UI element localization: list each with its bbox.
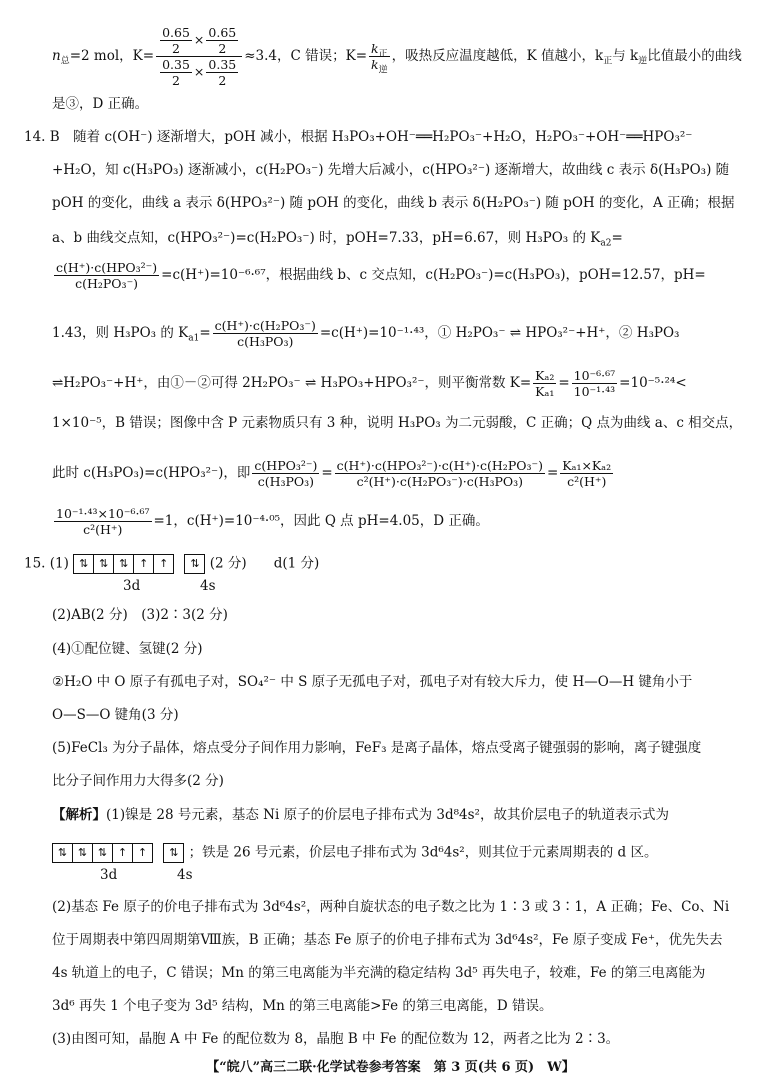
orbital-cell: ⇅	[190, 557, 200, 570]
line-2: 是③，D 正确。	[52, 96, 149, 112]
q15-line-2: (2)AB(2 分) (3)2∶3(2 分)	[52, 607, 228, 623]
n-subscript: 总	[60, 56, 70, 67]
q14-line-10: $\frac{\text{10⁻¹·⁴³×10⁻⁶·⁶⁷}}{\text{c²(H⁺)}}$ =1，c(H⁺)=10⁻⁴·⁰⁵，因此 Q 点 pH=4.05，D 正确。	[56, 506, 489, 537]
q14-line-4: a、b 曲线交点知，c(HPO₃²⁻)=c(H₂PO₃⁻) 时，pOH=7.33，pH=6.67，则 H₃PO₃ 的 $K_{a2}=$	[52, 230, 623, 249]
q15-line-7: 比分子间作用力大得多(2 分)	[52, 773, 224, 789]
analysis-line-3: (2)基态 Fe 原子的价电子排布式为 3d⁶4s²，两种自旋状态的电子数之比为 1∶3 或 3∶1，A 正确；Fe、Co、Ni	[52, 899, 730, 915]
q14-line-7: ⇌H₂PO₃⁻+H⁺，由①－②可得 2H₂PO₃⁻ ⇌ H₃PO₃+HPO₃²⁻，则平衡常数 K= $\frac{\text{Kₐ₂}}{\text{Kₐ₁}}$ = $\frac{\text{10⁻⁶·⁶⁷}}{\text{10⁻¹·⁴³}}$ =10⁻⁵·²⁴<	[52, 368, 687, 399]
orbital-cell: ↑	[159, 557, 169, 570]
analysis-tag: 【解析】	[52, 807, 106, 823]
orbital-4s-box	[163, 843, 184, 863]
q15-line-1: 15. (1) ⇅ ⇅ ⇅ ↑ ↑ ⇅ (2 分) d(1 分)	[24, 554, 319, 574]
analysis-line-1: 【解析】(1)镍是 28 号元素，基态 Ni 原子的价层电子排布式为 3d⁸4s²，故其价层电子的轨道表示式为	[52, 807, 669, 823]
q14-line-1: 14. B 随着 c(OH⁻) 逐渐增大，pOH 减小，根据 H₃PO₃+OH⁻══H₂PO₃⁻+H₂O，H₂PO₃⁻+OH⁻══HPO₃²⁻	[24, 129, 693, 145]
q15-line-3: (4)①配位键、氢键(2 分)	[52, 641, 203, 657]
analysis-line-4: 位于周期表中第四周期第Ⅷ族，B 正确；基态 Fe 原子的价电子排布式为 3d⁶4s²，Fe 原子变成 Fe⁺，优先失去	[52, 932, 723, 948]
orbital-4s-box	[184, 554, 205, 574]
orbital-cell: ⇅	[169, 846, 179, 859]
label-3d: 3d	[100, 867, 118, 883]
label-4s: 4s	[200, 578, 216, 594]
orbital-cell: ↑	[137, 846, 148, 859]
k-fraction: $\frac{0.65}{2}$ × $\frac{0.65}{2}$ $\frac{0.35}{2}$ × $\frac{0.35}{2}$	[156, 25, 242, 88]
orbital-3d-box	[73, 554, 174, 574]
line-1: $n_总=2$ mol，K= $\frac{0.65}{2}$ × $\frac{0.65}{2}$ $\frac{0.35}{2}$ × $\frac{0.35}{2}$ ≈3.4，C 错误；K= $\frac{k_正}{k_逆}$ ，吸热反应温度越低，K 值越小，$k_正$与 $k_逆$比值最小的曲线	[52, 25, 742, 88]
label-3d: 3d	[123, 578, 141, 594]
orbital-cell: ⇅	[93, 844, 113, 862]
orbital-3d-box	[52, 843, 153, 863]
analysis-line-6: 3d⁶ 再失 1 个电子变为 3d⁵ 结构，Mn 的第三电离能>Fe 的第三电离能，D 错误。	[52, 998, 553, 1014]
orbital-cell: ↑	[113, 844, 133, 862]
orbital-cell: ↑	[134, 555, 154, 573]
analysis-line-5: 4s 轨道上的电子，C 错误；Mn 的第三电离能为半充满的稳定结构 3d⁵ 再失电子，较难，Fe 的第三电离能为	[52, 965, 706, 981]
analysis-line-7: (3)由图可知，晶胞 A 中 Fe 的配位数为 8，晶胞 B 中 Fe 的配位数为 12，两者之比为 2∶3。	[52, 1031, 620, 1047]
q14-line-2: +H₂O，知 c(H₃PO₃) 逐渐减小，c(H₂PO₃⁻) 先增大后减小，c(HPO₃²⁻) 逐渐增大，故曲线 c 表示 δ(H₃PO₃) 随	[52, 162, 730, 178]
q15-line-5: O—S—O 键角(3 分)	[52, 707, 179, 723]
q14-line-9: 此时 c(H₃PO₃)=c(HPO₃²⁻)，即 $\frac{\text{c(HPO₃²⁻)}}{\text{c(H₃PO₃)}}$ = $\frac{\text{c(H⁺)·c(HPO₃²⁻)·c(H⁺)·c(H₂PO₃⁻)}}{\text{c²(H⁺)·c(H₂PO₃⁻)·c(H₃PO₃)}}$ = $\frac{\text{Kₐ₁×Kₐ₂}}{\text{c²(H⁺)}}$	[52, 458, 612, 489]
q14-line-6: 1.43，则 H₃PO₃ 的 $K_{a1}=$ $\frac{\text{c(H⁺)·c(H₂PO₃⁻)}}{\text{c(H₃PO₃)}}$ =c(H⁺)=10⁻¹·⁴³，① H₂PO₃⁻ ⇌ HPO₃²⁻+H⁺，② H₃PO₃	[52, 318, 680, 349]
q14-line-3: pOH 的变化，曲线 a 表示 δ(HPO₃²⁻) 随 pOH 的变化，曲线 b 表示 δ(H₂PO₃⁻) 随 pOH 的变化，A 正确；根据	[52, 195, 735, 211]
q14-line-5: $\frac{\text{c(H⁺)·c(HPO₃²⁻)}}{\text{c(H₂PO₃⁻)}}$ =c(H⁺)=10⁻⁶·⁶⁷，根据曲线 b、c 交点知，c(H₂PO₃⁻)=c(H₃PO₃)，pOH=12.57，pH=	[56, 260, 706, 291]
text: =2 mol，K=	[69, 48, 155, 64]
k-ratio: $\frac{k_正}{k_逆}$	[371, 41, 388, 76]
orbital-cell: ⇅	[114, 555, 134, 573]
label-4s: 4s	[177, 867, 193, 883]
orbital-cell: ⇅	[94, 555, 114, 573]
q14-line-8: 1×10⁻⁵，B 错误；图像中含 P 元素物质只有 3 种，说明 H₃PO₃ 为二元弱酸，C 正确；Q 点为曲线 a、c 相交点，	[52, 415, 743, 431]
analysis-line-2: ⇅ ⇅ ⇅ ↑ ↑ ⇅ ；铁是 26 号元素，价层电子排布式为 3d⁶4s²，则其位于元素周期表的 d 区。	[52, 843, 657, 863]
orbital-cell: ⇅	[53, 844, 73, 862]
n-symbol: n	[52, 48, 61, 64]
text: ≈3.4，C 错误；K=	[244, 48, 368, 64]
orbital-cell: ⇅	[74, 555, 94, 573]
q15-line-6: (5)FeCl₃ 为分子晶体，熔点受分子间作用力影响，FeF₃ 是离子晶体，熔点受离子键强弱的影响，离子键强度	[52, 740, 702, 756]
q15-line-4: ②H₂O 中 O 原子有孤电子对，SO₄²⁻ 中 S 原子无孤电子对，孤电子对有较大斥力，使 H—O—H 键角小于	[52, 674, 693, 690]
orbital-cell: ⇅	[73, 844, 93, 862]
page-footer: 【“皖八”高三二联·化学试卷参考答案 第 3 页(共 6 页) W】	[206, 1060, 575, 1075]
